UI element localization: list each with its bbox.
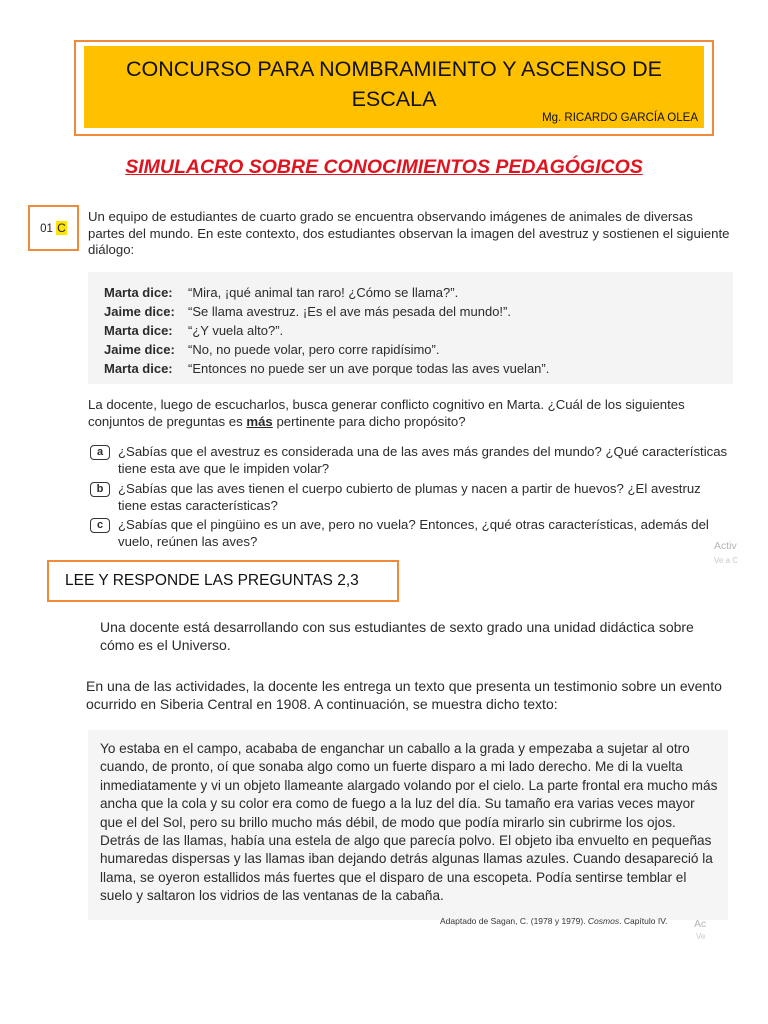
section-paragraph: Una docente está desarrollando con sus estudiantes de sexto grado una unidad didáctica sobre cómo es el Universo. (100, 619, 694, 653)
option-letter: c (90, 518, 110, 533)
page-title (84, 54, 704, 114)
option-letter: b (90, 482, 110, 497)
question-number: 01 (40, 223, 53, 235)
question-prompt (88, 397, 733, 430)
dialog-speaker: Jaime dice: (104, 304, 175, 319)
dialog-line (104, 303, 511, 320)
testimony-text: Yo estaba en el campo, acababa de enganchar un caballo a la grada y empezaba a sujetar al otro cuando, de pronto, oí que sonaba algo como un fuerte disparo a mi lado derecho. Me di la vuelta inmediatamente y vi un objeto llameante alargado volando por el cielo. La parte frontal era mucho más ancha que la cola y su color era como de fuego a la luz del día. Su tamaño era varias veces mayor que el del Sol, pero su brillo mucho más débil, de modo que podía mirarlo sin cubrirme los ojos. Detrás de las llamas, había una estela de algo que parecía polvo. El objeto iba envuelto en pequeñas humaredas dispersas y las llamas iban dejando detrás algunas llamas azules. Cuando desapareció la llama, se oyeron estallidos más fuertes que el disparo de una escopeta. Podía sentirse temblar el suelo y saltaron los vidrios de las ventanas de la cabaña. (100, 741, 718, 904)
dialog-line (104, 284, 458, 301)
activation-watermark: Ac (694, 918, 707, 930)
page-title-line1: CONCURSO PARA NOMBRAMIENTO Y ASCENSO DE (125, 57, 663, 81)
dialog-text: “¿Y vuela alto?”. (188, 323, 284, 338)
dialog-line (104, 360, 549, 377)
question-emphasis: más (246, 413, 273, 429)
dialog-text: “Se llama avestruz. ¡Es el ave más pesada del mundo!”. (188, 304, 511, 319)
header-fill (84, 46, 704, 128)
option-c[interactable] (88, 517, 733, 551)
dialog-line (104, 322, 283, 339)
option-text: ¿Sabías que las aves tienen el cuerpo cubierto de plumas y nacen a partir de huevos? ¿El avestruz tiene estas características? (118, 481, 701, 513)
option-letter: a (90, 445, 110, 460)
dialog-speaker: Jaime dice: (104, 342, 175, 357)
option-text: ¿Sabías que el pingüino es un ave, pero no vuela? Entonces, ¿qué otras características, además del vuelo, reúnen las aves? (118, 517, 709, 549)
dialog-text: “No, no puede volar, pero corre rapidísimo”. (188, 342, 440, 357)
source-citation (440, 916, 667, 926)
question-number-box (28, 205, 79, 251)
activation-watermark: Activ (714, 540, 737, 552)
section-instruction-box: LEE Y RESPONDE LAS PREGUNTAS 2,3 (47, 560, 399, 602)
dialog-speaker: Marta dice: (104, 285, 173, 300)
dialog-text: “Entonces no puede ser un ave porque todas las aves vuelan”. (188, 361, 550, 376)
answer-key: C (57, 221, 66, 235)
dialog-line (104, 341, 439, 358)
dialog-speaker: Marta dice: (104, 361, 173, 376)
question-prompt-end: pertinente para dicho propósito? (272, 413, 466, 429)
header-banner (74, 40, 714, 136)
section-paragraph: En una de las actividades, la docente les entrega un texto que presenta un testimonio sobre un evento ocurrido en Siberia Central en 1908. A continuación, se muestra dicho texto: (86, 678, 722, 712)
option-text: ¿Sabías que el avestruz es considerada una de las aves más grandes del mundo? ¿Qué características tiene esta ave que le impiden volar? (118, 444, 728, 476)
option-b[interactable] (88, 481, 733, 515)
dialog-speaker: Marta dice: (104, 323, 173, 338)
source-citation-start: Adaptado de Sagan, C. (1978 y 1979). (440, 916, 588, 926)
page-title-line2: ESCALA (351, 87, 437, 111)
option-a[interactable] (88, 444, 733, 478)
question-prompt-start: La docente, luego de escucharlos, busca generar conflicto cognitivo en Marta. ¿Cuál de los siguientes conjuntos de preguntas es (88, 397, 685, 429)
dialog-block (88, 272, 733, 384)
author-name: Mg. RICARDO GARCÍA OLEA (542, 112, 698, 124)
source-citation-end: . Capítulo IV. (619, 916, 668, 926)
testimony-block (88, 730, 728, 920)
page-subtitle: SIMULACRO SOBRE CONOCIMIENTOS PEDAGÓGICOS (125, 156, 643, 178)
activation-watermark-sub: Ve a C (714, 556, 739, 565)
dialog-text: “Mira, ¡qué animal tan raro! ¿Cómo se llama?”. (188, 285, 459, 300)
activation-watermark-sub: Ve (696, 932, 706, 941)
source-title: Cosmos (587, 916, 620, 926)
question-stem: Un equipo de estudiantes de cuarto grado se encuentra observando imágenes de animales de diversas partes del mundo. En este contexto, dos estudiantes observan la imagen del avestruz y sostienen el siguiente diálogo: (88, 209, 730, 257)
